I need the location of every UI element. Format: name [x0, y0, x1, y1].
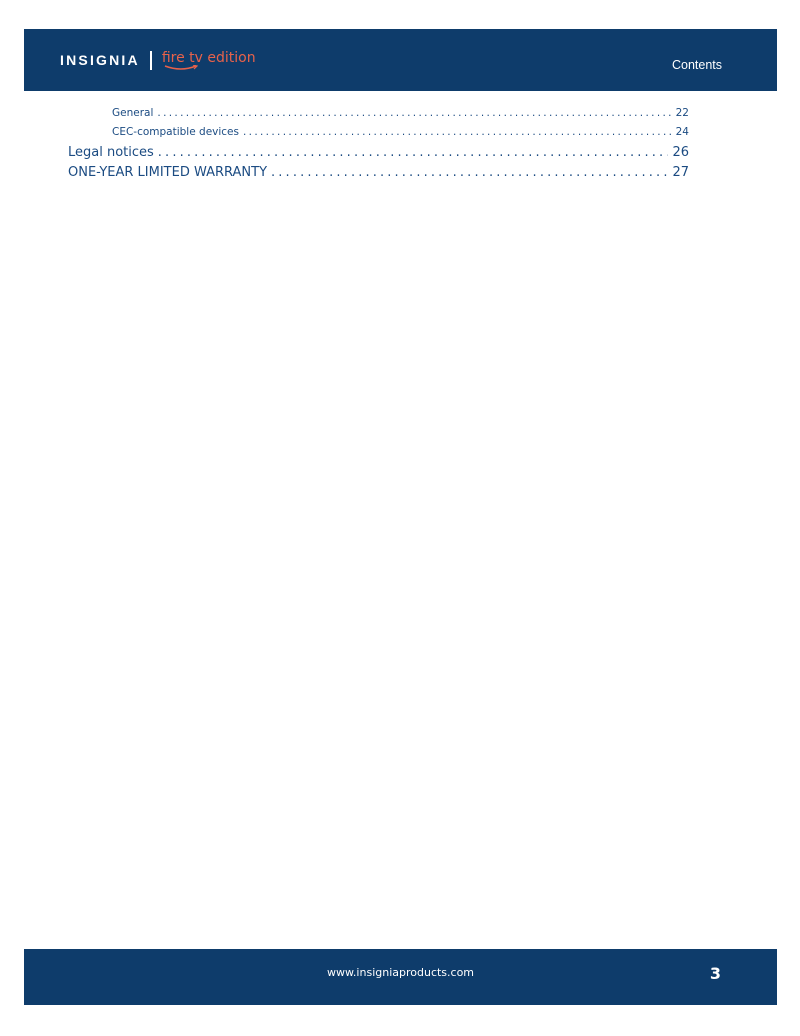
header-bar — [24, 29, 777, 91]
toc-entry-general[interactable] — [112, 107, 689, 119]
toc-entry-page: 22 — [675, 107, 689, 119]
dot-leader — [157, 107, 671, 119]
fire-tv-edition-text: fire tv edition — [161, 50, 256, 66]
dot-leader — [271, 165, 668, 180]
logo-divider — [150, 51, 152, 70]
amazon-smile-icon — [164, 65, 198, 71]
toc-entry-page: 27 — [672, 165, 689, 180]
website-link[interactable]: www.insigniaproducts.com — [326, 966, 475, 979]
section-title: Contents — [671, 58, 722, 72]
insignia-logo-text: INSIGNIA — [60, 52, 140, 68]
toc-entry-label: CEC-compatible devices — [112, 126, 239, 138]
toc-entry-label: General — [112, 107, 154, 119]
dot-leader — [158, 145, 669, 160]
toc-entry-label: ONE-YEAR LIMITED WARRANTY — [68, 165, 268, 180]
toc-entry-one-year-limited-warranty[interactable] — [68, 165, 689, 180]
page-number: 3 — [709, 964, 721, 983]
toc-entry-page: 24 — [675, 126, 689, 138]
brand-logo — [60, 47, 256, 73]
toc-entry-label: Legal notices — [68, 145, 154, 160]
toc-entry-legal-notices[interactable] — [68, 145, 689, 160]
toc-entry-cec-compatible-devices[interactable] — [112, 126, 689, 138]
toc-entry-page: 26 — [672, 145, 689, 160]
fire-tv-edition-logo — [162, 50, 256, 70]
footer-bar — [24, 949, 777, 1005]
dot-leader — [243, 126, 672, 138]
